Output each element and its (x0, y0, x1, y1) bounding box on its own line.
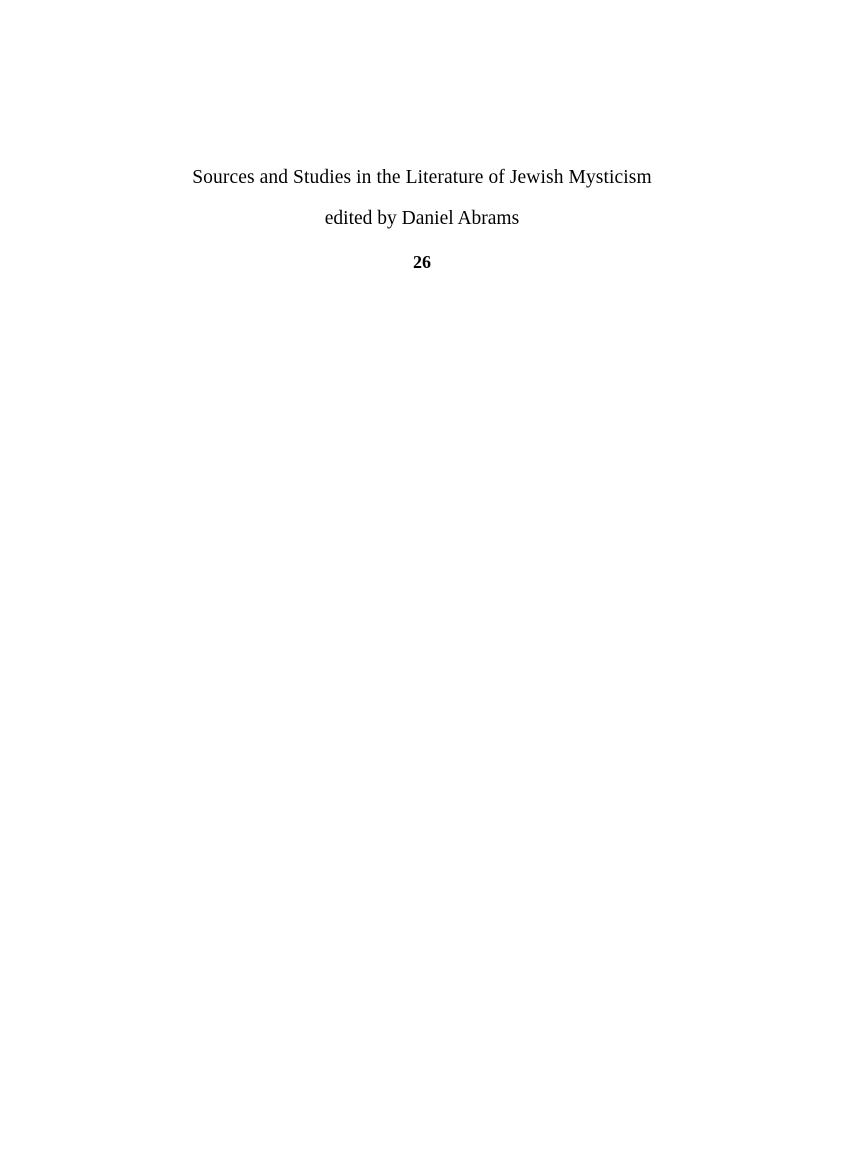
series-editor: edited by Daniel Abrams (324, 207, 520, 229)
series-volume-number: 26 (413, 252, 431, 272)
series-title: Sources and Studies in the Literature of Jewish Mysticism (192, 167, 652, 188)
series-info-block (0, 168, 844, 271)
